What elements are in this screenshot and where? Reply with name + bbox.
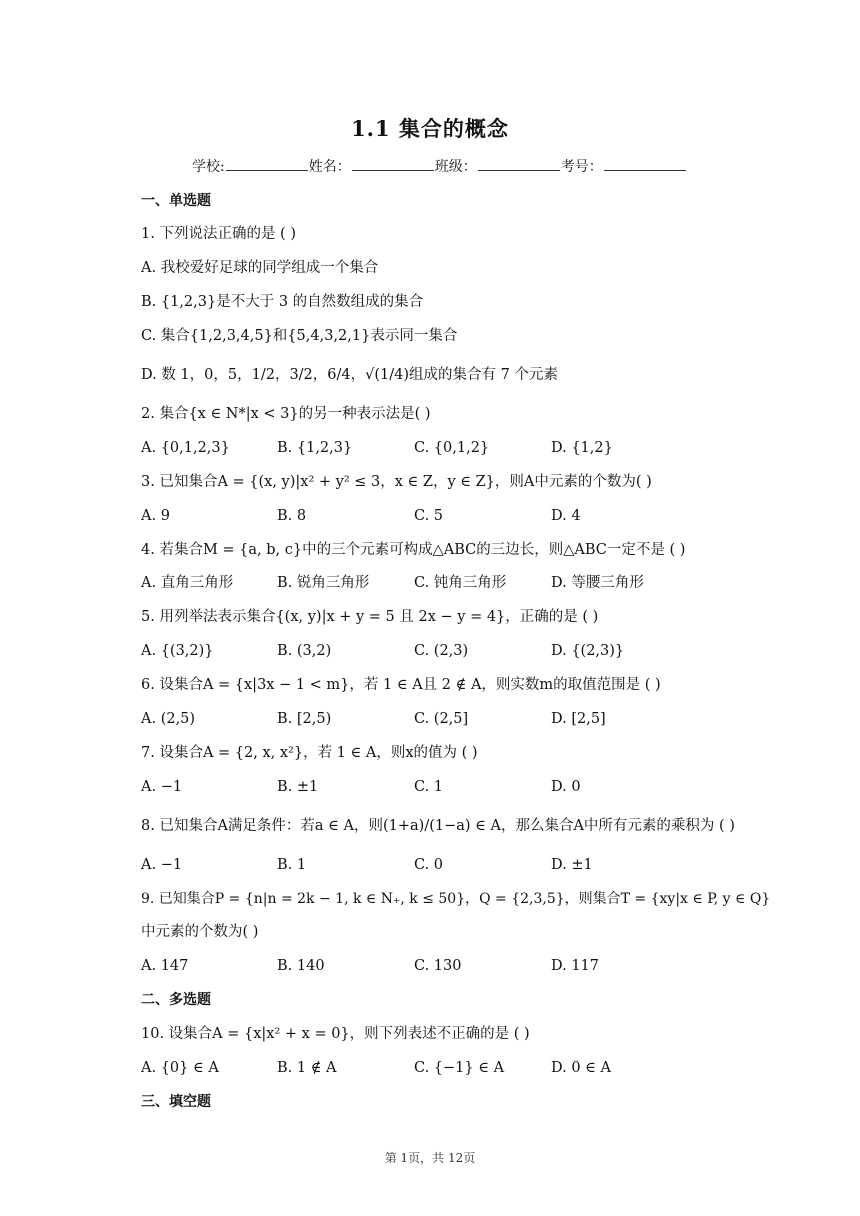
question-3-stem: 3. 已知集合A = {(x, y)|x² + y² ≤ 3，x ∈ Z，y ∈ Z}，则A中元素的个数为( )	[141, 474, 652, 490]
question-2-option-a: A. {0,1,2,3}	[141, 440, 230, 456]
question-1-option-a: A. 我校爱好足球的同学组成一个集合	[141, 260, 379, 276]
question-10-option-d: D. 0 ∈ A	[551, 1060, 611, 1076]
question-6-option-a: A. (2,5)	[141, 711, 196, 727]
question-10-option-a: A. {0} ∈ A	[141, 1060, 219, 1076]
question-5-option-b: B. (3,2)	[277, 643, 332, 659]
question-1-option-b: B. {1,2,3}是不大于 3 的自然数组成的集合	[141, 294, 424, 310]
question-8-stem: 8. 已知集合A满足条件：若a ∈ A，则(1+a)/(1−a) ∈ A，那么集合A中所有元素的乘积为 ( )	[141, 818, 735, 834]
question-1-option-c: C. 集合{1,2,3,4,5}和{5,4,3,2,1}表示同一集合	[141, 328, 458, 344]
name-blank[interactable]	[352, 158, 434, 171]
question-8-option-d: D. ±1	[551, 857, 593, 873]
question-2-option-b: B. {1,2,3}	[277, 440, 353, 456]
question-5-option-d: D. {(2,3)}	[551, 643, 625, 659]
question-2-stem: 2. 集合{x ∈ N*|x < 3}的另一种表示法是( )	[141, 406, 431, 422]
section-heading-fill-in: 三、填空题	[141, 1094, 211, 1110]
question-4-option-a: A. 直角三角形	[141, 575, 234, 591]
question-9-option-b: B. 140	[277, 958, 325, 974]
student-info-row	[192, 156, 687, 176]
section-heading-multiple-choice: 二、多选题	[141, 992, 211, 1008]
question-4-stem: 4. 若集合M = {a, b, c}中的三个元素可构成△ABC的三边长，则△ABC一定不是 ( )	[141, 542, 686, 558]
number-blank[interactable]	[604, 158, 686, 171]
question-4-option-d: D. 等腰三角形	[551, 575, 644, 591]
question-7-option-a: A. −1	[141, 779, 183, 795]
question-5-option-a: A. {(3,2)}	[141, 643, 214, 659]
name-label: 姓名：	[308, 159, 351, 175]
question-9-stem: 9. 已知集合P = {n|n = 2k − 1, k ∈ N₊, k ≤ 50}，Q = {2,3,5}，则集合T = {xy|x ∈ P, y ∈ Q}	[141, 891, 771, 907]
class-label: 班级：	[434, 159, 477, 175]
question-3-option-c: C. 5	[414, 508, 444, 524]
question-6-option-b: B. [2,5)	[277, 711, 332, 727]
question-8-option-b: B. 1	[277, 857, 307, 873]
question-9-option-a: A. 147	[141, 958, 189, 974]
question-9-option-d: D. 117	[551, 958, 600, 974]
question-9-stem-continued: 中元素的个数为( )	[141, 924, 259, 940]
school-blank[interactable]	[226, 158, 308, 171]
page-title: 1.1 集合的概念	[351, 116, 509, 141]
question-7-option-d: D. 0	[551, 779, 581, 795]
question-7-stem: 7. 设集合A = {2, x, x²}，若 1 ∈ A，则x的值为 ( )	[141, 745, 478, 761]
question-10-stem: 10. 设集合A = {x|x² + x = 0}，则下列表述不正确的是 ( )	[141, 1026, 530, 1042]
question-1-option-d: D. 数 1，0，5，1/2，3/2，6/4，√(1/4)组成的集合有 7 个元素	[141, 367, 558, 383]
question-6-option-d: D. [2,5]	[551, 711, 606, 727]
question-7-option-c: C. 1	[414, 779, 444, 795]
section-heading-single-choice: 一、单选题	[141, 193, 211, 209]
question-7-option-b: B. ±1	[277, 779, 319, 795]
question-2-option-c: C. {0,1,2}	[414, 440, 490, 456]
question-4-option-c: C. 钝角三角形	[414, 575, 507, 591]
question-3-option-d: D. 4	[551, 508, 581, 524]
question-8-option-c: C. 0	[414, 857, 444, 873]
question-8-option-a: A. −1	[141, 857, 183, 873]
school-label: 学校:	[192, 159, 225, 175]
question-6-option-c: C. (2,5]	[414, 711, 469, 727]
question-4-option-b: B. 锐角三角形	[277, 575, 370, 591]
question-10-option-b: B. 1 ∉ A	[277, 1060, 337, 1076]
question-3-option-a: A. 9	[141, 508, 170, 524]
page-footer: 第 1页，共 12页	[384, 1151, 476, 1165]
question-2-option-d: D. {1,2}	[551, 440, 613, 456]
question-5-option-c: C. (2,3)	[414, 643, 469, 659]
question-10-option-c: C. {−1} ∈ A	[414, 1060, 505, 1076]
question-9-option-c: C. 130	[414, 958, 462, 974]
question-5-stem: 5. 用列举法表示集合{(x, y)|x + y = 5 且 2x − y = 4}，正确的是 ( )	[141, 609, 599, 625]
number-label: 考号：	[560, 159, 603, 175]
class-blank[interactable]	[478, 158, 560, 171]
question-3-option-b: B. 8	[277, 508, 307, 524]
question-6-stem: 6. 设集合A = {x|3x − 1 < m}，若 1 ∈ A且 2 ∉ A，则实数m的取值范围是 ( )	[141, 677, 661, 693]
question-1-stem: 1. 下列说法正确的是 ( )	[141, 226, 296, 242]
